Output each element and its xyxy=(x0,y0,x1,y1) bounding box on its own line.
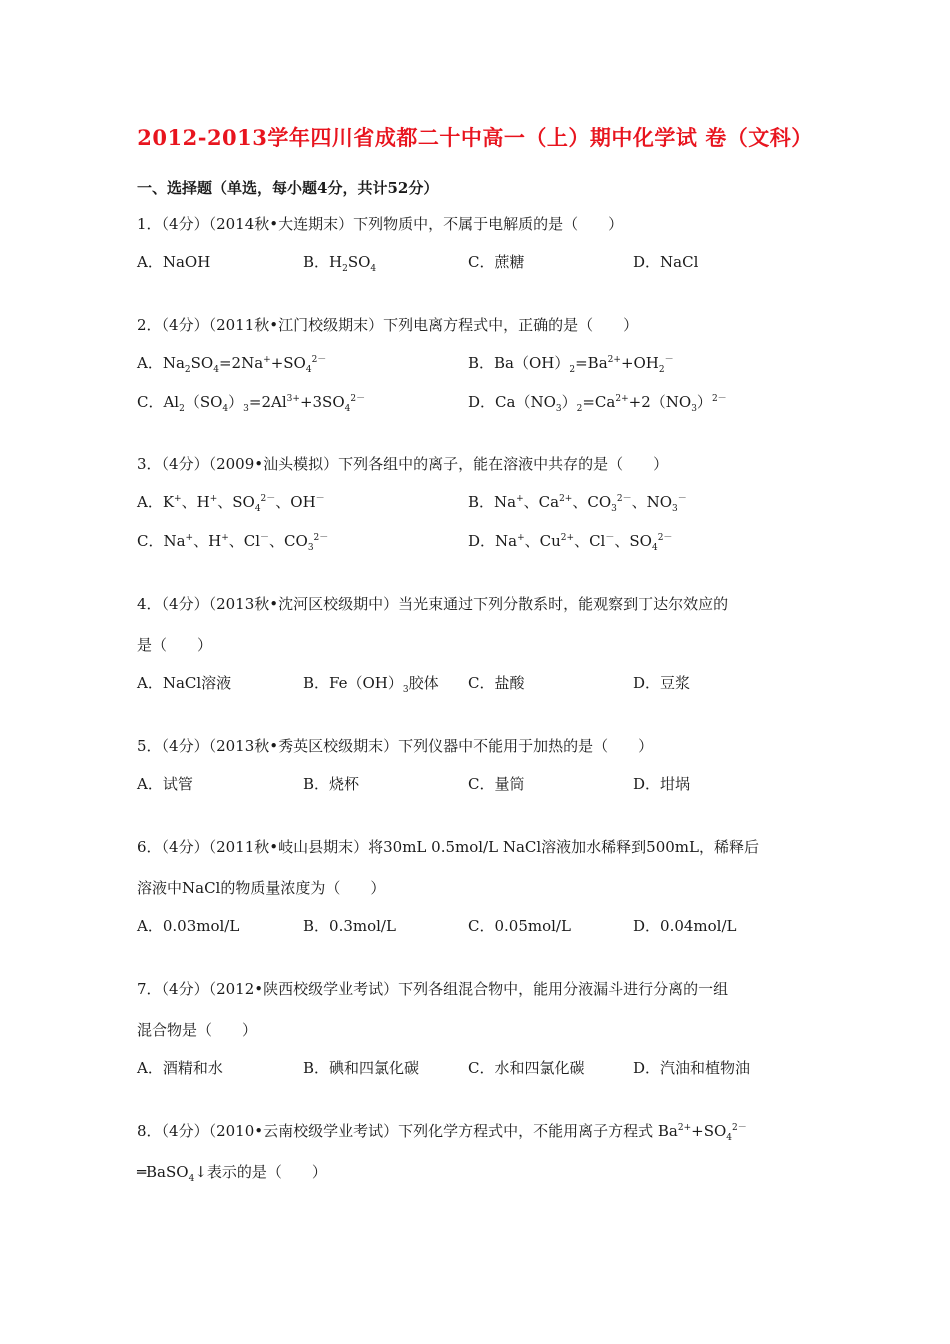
question-5-option-a: A．试管 xyxy=(137,775,193,793)
question-6-stem-line1: 6．（4分）（2011秋•岐山县期末）将30mL 0.5mol/L NaCl溶液加水稀释到500mL，稀释后 xyxy=(137,838,759,856)
question-5-option-c: C．量筒 xyxy=(468,775,525,793)
question-4-option-b: B．$Fe(OH)_3$胶体 xyxy=(303,674,439,695)
question-1-option-c: C．蔗糖 xyxy=(468,253,525,271)
question-7-option-c: C．水和四氯化碳 xyxy=(468,1059,585,1077)
question-5-option-b: B．烧杯 xyxy=(303,775,360,793)
question-3-stem: 3．（4分）（2009•汕头模拟）下列各组中的离子，能在溶液中共存的是（ ） xyxy=(137,455,669,473)
question-5-stem: 5．（4分）（2013秋•秀英区校级期末）下列仪器中不能用于加热的是（ ） xyxy=(137,737,654,755)
page-title: 2012-2013学年四川省成都二十中高一（上）期中化学试 卷（文科） xyxy=(137,125,813,150)
question-1-stem: 1．（4分）（2014秋•大连期末）下列物质中，不属于电解质的是（ ） xyxy=(137,215,624,233)
question-1-option-a: A．NaOH xyxy=(137,253,211,271)
question-3-option-d: D．Na+、$Cu^{2+}$、Cl－、$SO_4^{2-}$ xyxy=(468,532,673,553)
question-3-option-b: B．Na+、$Ca^{2+}$、$CO_3^{2-}$、$NO_3^-$ xyxy=(468,493,687,514)
question-6-option-b: B．0.3mol/L xyxy=(303,917,396,935)
section-heading: 一、选择题（单选，每小题4分，共计52分） xyxy=(137,179,439,197)
question-8-stem-line1: 8．（4分）（2010•云南校级学业考试）下列化学方程式中，不能用离子方程式 $Ba^{2+}+SO_4^{2-}$ xyxy=(137,1122,747,1143)
question-4-stem-line2: 是（ ） xyxy=(137,636,213,654)
question-7-option-d: D．汽油和植物油 xyxy=(633,1059,751,1077)
question-3-option-c: C．Na+、H+、Cl－、$CO_3^{2-}$ xyxy=(137,532,329,553)
question-7-option-a: A．酒精和水 xyxy=(137,1059,223,1077)
question-2-option-c: C．$Al_2(SO_4)_3=2Al^{3+}+3SO_4^{2-}$ xyxy=(137,393,366,414)
question-7-stem-line1: 7．（4分）（2012•陕西校级学业考试）下列各组混合物中，能用分液漏斗进行分离的一组 xyxy=(137,980,729,998)
question-2-option-b: B．$Ba(OH)_2=Ba^{2+}+OH_2^-$ xyxy=(468,354,674,375)
question-2-option-d: D．$Ca(NO_3)_2=Ca^{2+}+2(NO_3)^{2-}$ xyxy=(468,393,727,414)
question-1-option-b: B．$H_2SO_4$ xyxy=(303,253,377,274)
question-4-option-a: A．NaCl溶液 xyxy=(137,674,232,692)
question-3-option-a: A．K+、H+、$SO_4^{2-}$、OH－ xyxy=(137,493,325,514)
question-7-option-b: B．碘和四氯化碳 xyxy=(303,1059,420,1077)
question-6-option-c: C．0.05mol/L xyxy=(468,917,571,935)
question-4-option-d: D．豆浆 xyxy=(633,674,691,692)
question-6-stem-line2: 溶液中NaCl的物质量浓度为（ ） xyxy=(137,879,386,897)
question-1-option-d: D．NaCl xyxy=(633,253,699,271)
question-6-option-d: D．0.04mol/L xyxy=(633,917,737,935)
question-7-stem-line2: 混合物是（ ） xyxy=(137,1021,258,1039)
question-2-stem: 2．（4分）（2011秋•江门校级期末）下列电离方程式中，正确的是（ ） xyxy=(137,316,639,334)
question-4-option-c: C．盐酸 xyxy=(468,674,525,692)
question-2-option-a: A．$Na_2SO_4=2Na^++SO_4^{2-}$ xyxy=(137,354,327,375)
question-4-stem-line1: 4．（4分）（2013秋•沈河区校级期中）当光束通过下列分散系时，能观察到丁达尔效应的 xyxy=(137,595,729,613)
question-8-stem-line2: ═BaSO$_4$↓表示的是（ ） xyxy=(137,1163,327,1184)
question-5-option-d: D．坩埚 xyxy=(633,775,691,793)
question-6-option-a: A．0.03mol/L xyxy=(137,917,240,935)
